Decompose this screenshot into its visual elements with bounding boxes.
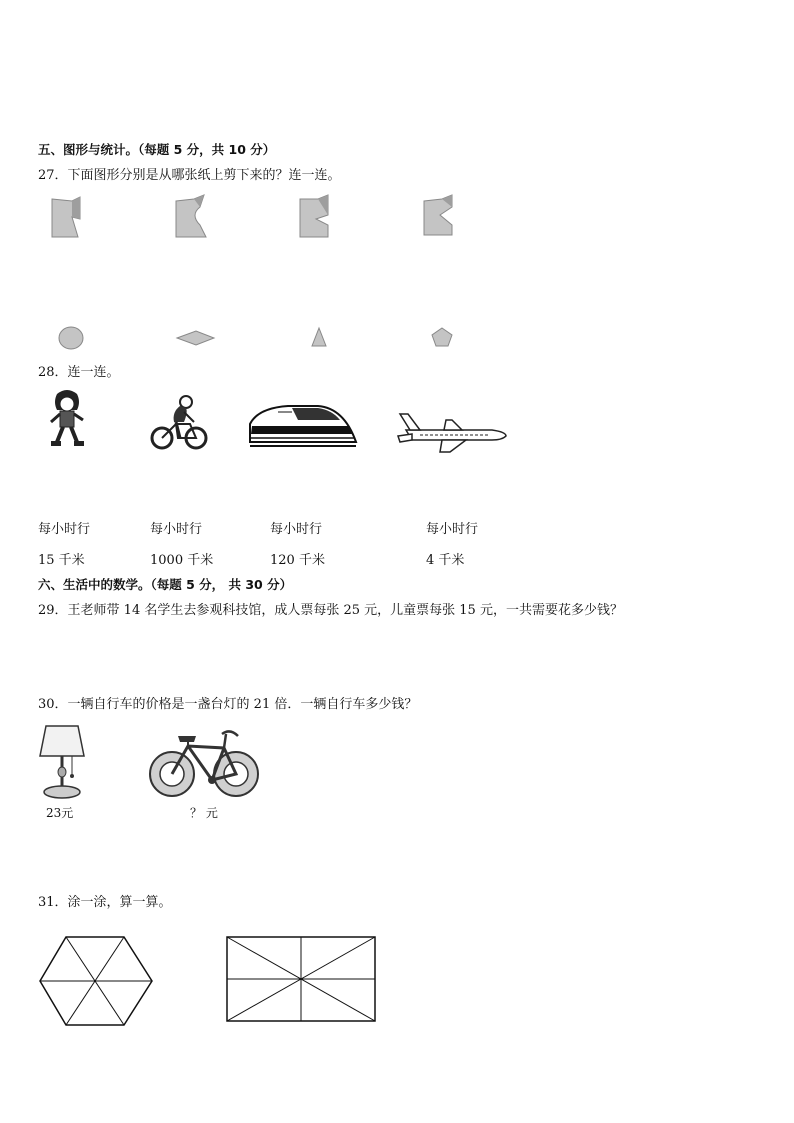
folded-paper-1[interactable] [50, 195, 85, 239]
walking-child-picture[interactable] [45, 388, 90, 450]
bicycle-price-label: ？ 元 [190, 806, 218, 820]
folded-paper-4[interactable] [422, 195, 458, 239]
q29-prompt: 29．王老师带 14 名学生去参观科技馆，成人票每张 25 元，儿童票每张 15 元，一共需要花多少钱？ [38, 603, 623, 618]
speed-label-3-line1: 每小时行 [270, 522, 323, 537]
lamp-picture [38, 724, 86, 802]
speed-label-1-line2: 15 千米 [38, 553, 85, 568]
speed-label-1-line1: 每小时行 [38, 522, 91, 537]
circle-shape[interactable] [57, 327, 85, 351]
lamp-price-label: 23元 [46, 806, 74, 820]
section6-heading: 六、生活中的数学。（每题 5 分， 共 30 分） [38, 577, 293, 592]
q30-prompt: 30．一辆自行车的价格是一盏台灯的 21 倍．一辆自行车多少钱？ [38, 697, 418, 712]
pentagon-shape[interactable] [430, 327, 454, 349]
hexagon-figure[interactable] [38, 935, 154, 1027]
bicycle-picture [148, 726, 260, 800]
speed-label-2-line2: 1000 千米 [150, 553, 214, 568]
airplane-picture[interactable] [396, 412, 508, 452]
triangle-shape[interactable] [310, 327, 328, 349]
rectangle-figure[interactable] [226, 936, 378, 1024]
q28-prompt: 28．连一连。 [38, 365, 120, 380]
q27-prompt: 27．下面图形分别是从哪张纸上剪下来的？连一连。 [38, 168, 341, 183]
high-speed-train-picture[interactable] [248, 402, 358, 448]
speed-label-4-line1: 每小时行 [426, 522, 479, 537]
rhombus-shape[interactable] [176, 330, 216, 348]
speed-label-3-line2: 120 千米 [270, 553, 325, 568]
section5-heading: 五、图形与统计。（每题 5 分，共 10 分） [38, 142, 276, 157]
cyclist-picture[interactable] [150, 394, 210, 454]
speed-label-4-line2: 4 千米 [426, 553, 465, 568]
speed-label-2-line1: 每小时行 [150, 522, 203, 537]
q31-prompt: 31．涂一涂，算一算。 [38, 895, 172, 910]
folded-paper-3[interactable] [298, 195, 334, 239]
folded-paper-2[interactable] [174, 195, 210, 239]
